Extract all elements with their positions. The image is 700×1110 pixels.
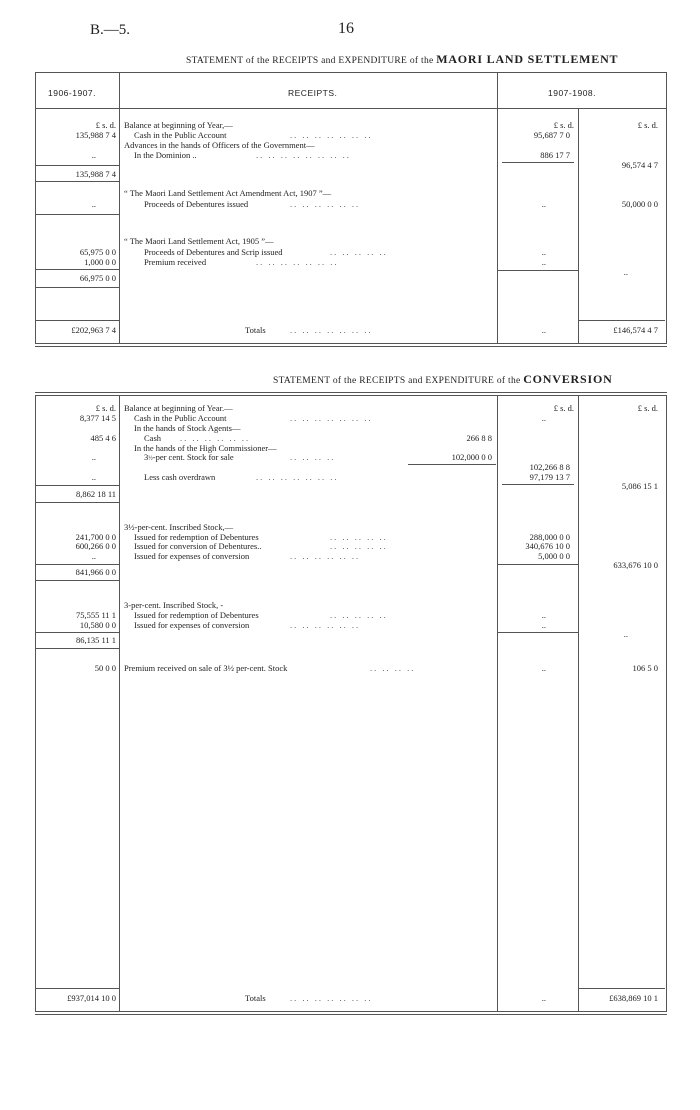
t2-lsd-left: £ s. d. bbox=[95, 403, 116, 413]
t2-line6-c: -per cent. Stock for sale bbox=[152, 452, 234, 462]
t1-total-left: £202,963 7 4 bbox=[71, 325, 116, 335]
t2-dots: .. .. .. .. .. .. bbox=[290, 620, 361, 630]
t2-left-dd: .. bbox=[91, 472, 96, 482]
t2-s3-left1: 75,555 11 1 bbox=[75, 610, 116, 620]
table1-col-right: 1907-1908. bbox=[548, 88, 597, 98]
t2-line3: In the hands of Stock Agents— bbox=[134, 423, 241, 433]
t2-s2-l1: Issued for redemption of Debentures bbox=[134, 532, 259, 542]
t2-v3: 102,266 8 8 bbox=[529, 462, 570, 472]
t2-total-rule bbox=[36, 988, 119, 989]
table2-title bbox=[273, 372, 613, 387]
t2-v4: 97,179 13 7 bbox=[529, 472, 570, 482]
t2-inner-rule bbox=[408, 464, 496, 465]
t2-sub3-rule bbox=[36, 632, 119, 633]
table1-col-left: 1906-1907. bbox=[48, 88, 97, 98]
t1-sub2: 66,975 0 0 bbox=[79, 273, 116, 283]
t2-s2-v3: 5,000 0 0 bbox=[538, 551, 570, 561]
t1-v4-rule bbox=[502, 162, 574, 163]
t1-act1-rule bbox=[36, 214, 119, 215]
page-number: 16 bbox=[338, 20, 354, 37]
t2-line1: Balance at beginning of Year.— bbox=[124, 403, 233, 413]
t2-sub1-rule2 bbox=[36, 502, 119, 503]
t1-lsd-right: £ s. d. bbox=[637, 120, 658, 130]
t2-inner2: 102,000 0 0 bbox=[451, 452, 492, 462]
t2-s3-mid-dd: .. bbox=[541, 620, 546, 630]
t1-dots: .. .. .. .. .. .. .. .. bbox=[256, 150, 351, 160]
t2-s3-mid-rule bbox=[498, 632, 578, 633]
t2-s2-vt: 633,676 10 0 bbox=[613, 560, 658, 570]
t2-dots: .. .. .. .. .. .. bbox=[180, 433, 251, 443]
t1-dots: .. .. .. .. .. .. bbox=[290, 199, 361, 209]
table1-vline bbox=[119, 72, 120, 344]
t2-sub2-rule bbox=[36, 564, 119, 565]
t2-totals-label: Totals bbox=[245, 993, 266, 1003]
t2-left-dd: .. bbox=[91, 452, 96, 462]
t2-line6 bbox=[144, 452, 234, 462]
table1-vline bbox=[497, 72, 498, 344]
t1-sub2-rule bbox=[36, 269, 119, 270]
t2-r1: 8,377 14 5 bbox=[79, 413, 116, 423]
t2-line6-a: 3 bbox=[144, 452, 149, 462]
t1-total-right: £146,574 4 7 bbox=[613, 325, 658, 335]
table1-vline bbox=[578, 108, 579, 344]
t2-dots: .. .. .. .. .. .. .. bbox=[290, 993, 373, 1003]
t2-prem-text: Premium received on sale of 3½ per-cent. Stock bbox=[124, 663, 288, 673]
t1-line1: Balance at beginning of Year,— bbox=[124, 120, 233, 130]
t1-v2: 95,687 7 0 bbox=[533, 130, 570, 140]
t2-s3-mid-dd: .. bbox=[541, 610, 546, 620]
table2-vline bbox=[497, 395, 498, 1012]
t1-act2-left2: 1,000 0 0 bbox=[84, 257, 116, 267]
t1-lsd-mid: £ s. d. bbox=[553, 120, 574, 130]
t2-lsd-right: £ s. d. bbox=[637, 403, 658, 413]
t2-total-right: £638,869 10 1 bbox=[609, 993, 658, 1003]
t2-prem-val: 106 5 0 bbox=[632, 663, 658, 673]
t1-act2-line1: Proceeds of Debentures and Scrip issued bbox=[144, 247, 283, 257]
t2-lsd-mid: £ s. d. bbox=[553, 403, 574, 413]
t2-prem-mid-dd: .. bbox=[541, 663, 546, 673]
t1-act1: “ The Maori Land Settlement Act Amendment Act, 1907 ”— bbox=[124, 188, 332, 198]
t1-dots: .. .. .. .. .. .. .. bbox=[256, 257, 339, 267]
t1-dots: .. .. .. .. .. .. .. bbox=[290, 130, 373, 140]
t2-dots: .. .. .. .. bbox=[370, 663, 416, 673]
t1-act2-line2: Premium received bbox=[144, 257, 207, 267]
t2-total-mid-dd: .. bbox=[541, 993, 546, 1003]
t1-act2-mid-dd: .. bbox=[541, 247, 546, 257]
t2-s2-v-rule bbox=[498, 564, 578, 565]
t2-dots: .. .. .. .. .. bbox=[330, 541, 388, 551]
t1-lsd-left: £ s. d. bbox=[95, 120, 116, 130]
t1-line4: In the Dominion .. bbox=[134, 150, 197, 160]
t2-vt1: 5,086 15 1 bbox=[621, 481, 658, 491]
t2-s2-head: 3½-per-cent. Inscribed Stock,— bbox=[124, 522, 234, 532]
t1-act2-right-dd: .. bbox=[623, 267, 628, 277]
t1-act1-line: Proceeds of Debentures issued bbox=[144, 199, 249, 209]
t2-s2-l2: Issued for conversion of Debentures.. bbox=[134, 541, 262, 551]
t2-dots: .. .. .. .. .. .. .. bbox=[290, 413, 373, 423]
t2-s3-l1: Issued for redemption of Debentures bbox=[134, 610, 259, 620]
t1-sub1: 135,988 7 4 bbox=[75, 169, 116, 179]
t1-line3: Advances in the hands of Officers of the Government— bbox=[124, 140, 315, 150]
t2-total-left: £937,014 10 0 bbox=[67, 993, 116, 1003]
t1-act2: “ The Maori Land Settlement Act, 1905 ”— bbox=[124, 236, 274, 246]
table2-vline bbox=[578, 395, 579, 1012]
table2-frame bbox=[35, 395, 667, 1012]
page-ref: B.—5. bbox=[90, 22, 131, 38]
table2-bottom-rule bbox=[35, 1014, 667, 1015]
t2-sub3-rule2 bbox=[36, 648, 119, 649]
t2-line2: Cash in the Public Account bbox=[134, 413, 227, 423]
t1-sub1-rule2 bbox=[36, 181, 119, 182]
t2-inner1: 266 8 8 bbox=[466, 433, 492, 443]
t2-s2-v1: 288,000 0 0 bbox=[529, 532, 570, 542]
t2-s2-v2: 340,676 10 0 bbox=[525, 541, 570, 551]
t1-r1-left: 135,988 7 4 bbox=[75, 130, 116, 140]
t2-s3-left2: 10,580 0 0 bbox=[79, 620, 116, 630]
t1-act2-mid-dd: .. bbox=[541, 257, 546, 267]
t2-sub2-rule2 bbox=[36, 580, 119, 581]
t1-total-mid-dd: .. bbox=[541, 325, 546, 335]
table1-title-bold: MAORI LAND SETTLEMENT bbox=[436, 52, 619, 66]
t2-prem-left: 50 0 0 bbox=[94, 663, 116, 673]
t2-dots: .. .. .. .. .. .. bbox=[290, 551, 361, 561]
t1-act2-left1: 65,975 0 0 bbox=[79, 247, 116, 257]
t1-act1-val: 50,000 0 0 bbox=[621, 199, 658, 209]
t2-sub1-rule bbox=[36, 485, 119, 486]
t2-dots: .. .. .. .. bbox=[290, 452, 336, 462]
table2-top-rule bbox=[35, 392, 667, 393]
t2-line5: In the hands of the High Commissioner— bbox=[134, 443, 277, 453]
t2-mid-dd: .. bbox=[541, 413, 546, 423]
t2-s2-l3: Issued for expenses of conversion bbox=[134, 551, 250, 561]
table2-title-bold: CONVERSION bbox=[523, 372, 613, 386]
t1-line2: Cash in the Public Account bbox=[134, 130, 227, 140]
t2-dots: .. .. .. .. .. bbox=[330, 610, 388, 620]
t1-total-right-rule bbox=[579, 320, 665, 321]
table1-col-mid: RECEIPTS. bbox=[288, 88, 338, 98]
t2-s3-l2: Issued for expenses of conversion bbox=[134, 620, 250, 630]
t2-v4-rule bbox=[502, 484, 574, 485]
t2-r2: 485 4 6 bbox=[90, 433, 116, 443]
t1-total-rule bbox=[36, 320, 119, 321]
t2-total-right-rule bbox=[579, 988, 665, 989]
t1-act1-mid-dd: .. bbox=[541, 199, 546, 209]
t2-line6-half: ½ bbox=[148, 456, 153, 462]
t2-line4: Cash bbox=[144, 433, 161, 443]
t2-s2-left2: 600,266 0 0 bbox=[75, 541, 116, 551]
t1-vtotal1: 96,574 4 7 bbox=[621, 160, 658, 170]
t2-sub3: 86,135 11 1 bbox=[75, 635, 116, 645]
t2-s3-head: 3-per-cent. Inscribed Stock, - bbox=[124, 600, 224, 610]
table1-head-rule bbox=[35, 108, 667, 109]
t2-s3-right-dd: .. bbox=[623, 629, 628, 639]
table2-title-prefix: STATEMENT of the RECEIPTS and EXPENDITURE of the bbox=[273, 376, 521, 386]
t2-line7: Less cash overdrawn bbox=[144, 472, 216, 482]
t1-dots: .. .. .. .. .. bbox=[330, 247, 388, 257]
t1-dots: .. .. .. .. .. .. .. bbox=[290, 325, 373, 335]
t1-act2-mid-rule bbox=[498, 270, 578, 271]
t2-dots: .. .. .. .. .. .. .. bbox=[256, 472, 339, 482]
t1-left-dd: .. bbox=[91, 150, 96, 160]
table1-bottom-rule bbox=[35, 346, 667, 347]
table1-title-prefix: STATEMENT of the RECEIPTS and EXPENDITURE of the bbox=[186, 56, 434, 66]
table1-title bbox=[186, 52, 618, 67]
t2-s2-left-dd: .. bbox=[91, 551, 96, 561]
table2-vline bbox=[119, 395, 120, 1012]
t2-dots: .. .. .. .. .. bbox=[330, 532, 388, 542]
t1-sub1-rule bbox=[36, 165, 119, 166]
t2-sub2: 841,966 0 0 bbox=[75, 567, 116, 577]
t1-act1-left-dd: .. bbox=[91, 199, 96, 209]
t1-sub2-rule2 bbox=[36, 287, 119, 288]
t1-totals-label: Totals bbox=[245, 325, 266, 335]
t2-s2-left1: 241,700 0 0 bbox=[75, 532, 116, 542]
t2-sub1: 8,862 18 11 bbox=[75, 489, 116, 499]
t1-v4: 886 17 7 bbox=[540, 150, 570, 160]
